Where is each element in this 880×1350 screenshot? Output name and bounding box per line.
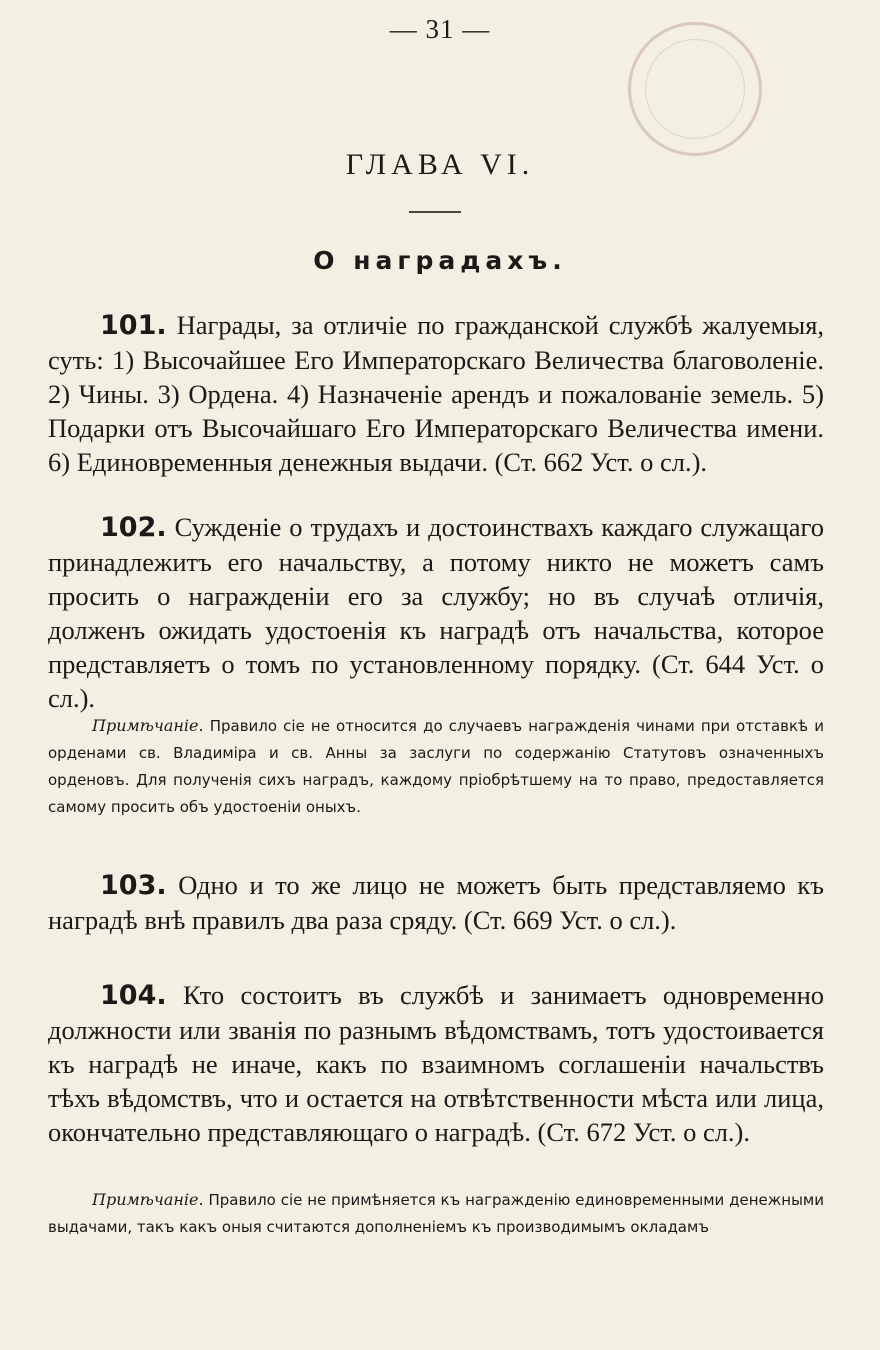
page-number: — 31 — — [389, 14, 491, 44]
article-number: 104. — [100, 980, 167, 1011]
article-104 — [48, 978, 824, 1149]
article-number: 103. — [100, 870, 167, 901]
article-text: Награды, за отличіе по гражданской службѣ жалуемыя, суть: 1) Высочайшее Его Императорскаго Величества благоволеніе. 2) Чины. 3) Ордена. 4) Назначеніе арендъ и пожалованіе земель. 5) Подарки отъ Высочайшаго Его Императорскаго Величества имени. 6) Единовременныя денежныя выдачи. (Ст. 662 Уст. о сл.). — [48, 310, 825, 477]
chapter-title: ГЛАВА VI. — [345, 148, 535, 181]
article-102 — [48, 510, 824, 715]
article-text: Одно и то же лицо не можетъ быть представляемо къ наградѣ внѣ правилъ два раза сряду. (Ст. 669 Уст. о сл.). — [48, 870, 825, 935]
article-103 — [48, 868, 824, 937]
note-2 — [48, 1186, 824, 1241]
note-text: Правило сіе не относится до случаевъ награжденія чинами при отставкѣ и орденами св. Владиміра и св. Анны за заслуги по содержанію Статутовъ означенныхъ орденовъ. Для полученія сихъ наградъ, каждому пріобрѣтшему на то право, предоставляется самому просить объ удостоеніи оныхъ. — [48, 717, 824, 816]
article-number: 101. — [100, 310, 167, 341]
note-label: Примѣчаніе. — [92, 1190, 204, 1209]
note-text: Правило сіе не примѣняется къ награжденію единовременными денежными выдачами, такъ какъ оныя считаются дополненіемъ къ производимымъ окладамъ — [48, 1191, 824, 1236]
article-101 — [48, 308, 824, 479]
section-title: О наградахъ. — [313, 246, 567, 275]
article-text: Кто состоитъ въ службѣ и занимаетъ одновременно должности или званія по разнымъ вѣдомствамъ, тотъ удостоивается къ наградѣ не иначе, какъ по взаимномъ соглашеніи начальствъ тѣхъ вѣдомствъ, что и остается на отвѣтственности мѣста или лица, окончательно представляющаго о наградѣ. (Ст. 672 Уст. о сл.). — [48, 980, 825, 1147]
note-label: Примѣчаніе. — [92, 716, 204, 735]
article-number: 102. — [100, 512, 167, 543]
article-text: Сужденіе о трудахъ и достоинствахъ каждаго служащаго принадлежитъ его начальству, а потому никто не можетъ самъ просить о награжденіи его за службу; но въ случаѣ отличія, долженъ ожидать удостоенія къ наградѣ отъ начальства, которое представляетъ о томъ по установленному порядку. (Ст. 644 Уст. о сл.). — [48, 512, 825, 713]
note-1 — [48, 712, 824, 821]
title-divider — [409, 211, 461, 213]
